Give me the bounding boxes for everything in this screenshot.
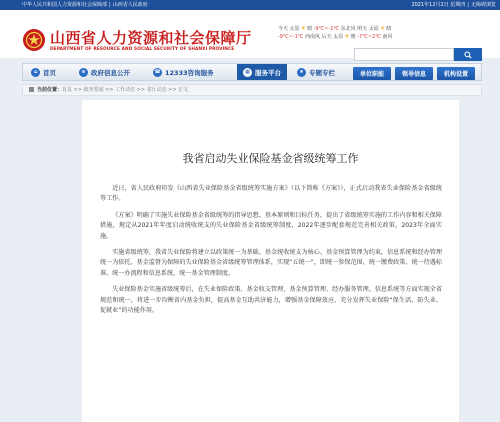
sun-icon: ☀ [300, 25, 307, 32]
article-paragraph: 实施省级统筹，我省失业保险将建立以政策统一为基础、基金统收统支为核心、基金预算管理为约束，信息系统和经办管理统一为依托，基金监督为保障的失业保险基金省级统筹管理体系，实现“五统一”，即统一参保范围、统一缴费政策、统一待遇标准、统一办流程和信息系统，统一基金管理制度。 [100, 249, 442, 277]
nav-service-label: 服务平台 [255, 68, 281, 77]
mohrss-link[interactable]: 中华人民共和国人力资源和社会保障部 [22, 2, 108, 8]
main-nav [22, 63, 482, 81]
organs-button[interactable]: 机构设置 [437, 67, 475, 80]
weather-tomorrow-label: 明天 [357, 26, 368, 32]
nav-service[interactable] [237, 64, 287, 80]
separator: | [467, 2, 469, 8]
nav-home[interactable] [31, 64, 56, 80]
weather-today-city: 太原 [289, 26, 300, 32]
nav-topics[interactable] [297, 64, 335, 80]
province-gov-link[interactable]: 山西省人民政府 [112, 2, 148, 8]
weather-tomorrow-condition: 晴 [386, 26, 392, 32]
site-title[interactable]: 山西省人力资源和社会保障厅 [50, 29, 252, 47]
article-paragraph: 失业保险基金实施省级统筹后，在失业保险政策、基金收支管理、基金预算管理、经办服务管理、信息系统等方面实现全省规范和统一，将进一步均衡省内基金负担，提高基金互助共济能力，增强基金保障效应，充分发挥失业保险“保生活、防失业、促就业”的功能作用。 [100, 286, 442, 315]
weather-today-temp: -9℃~-1℃ [313, 26, 340, 32]
article-paragraph: 近日，省人民政府印发《山西省失业保险基金省级统筹实施方案》（以下简称《方案》），正式启动我省失业保险基金省级统筹工作。 [100, 185, 442, 203]
phone-icon: ☎ [154, 69, 161, 75]
search-input[interactable] [354, 48, 454, 61]
weather-tomorrow-wind: 西南风 [304, 34, 320, 40]
weather-dayafter-city: 太原 [333, 34, 344, 40]
date-text: 2021年12月2日 星期四 [411, 2, 466, 8]
top-links [22, 0, 148, 10]
weather-today-condition: 晴 [307, 26, 313, 32]
breadcrumb-path[interactable]: 首页 >> 政务要闻 >> 工作动态 >> 省厅动态 >> 正文 [62, 87, 189, 93]
bookmark-icon: ★ [297, 68, 306, 77]
nav-gov-info-label: 政府信息公开 [91, 68, 130, 77]
grid-icon: ▦ [243, 68, 252, 77]
nav-hotline-label: 12333咨询服务 [165, 68, 214, 77]
site-header [0, 10, 500, 58]
home-icon: ⌂ [31, 68, 40, 77]
search-icon [464, 51, 472, 59]
weather-tomorrow-city: 太原 [368, 26, 379, 32]
weather-dayafter-condition: 晴 [350, 34, 356, 40]
sun-icon: ☀ [379, 25, 386, 32]
weather-tomorrow-temp: -9℃~-1℃ [278, 34, 304, 40]
separator: | [109, 2, 111, 8]
location-icon [29, 87, 34, 92]
sun-icon: ☀ [344, 33, 350, 40]
search-button[interactable] [454, 48, 482, 61]
site-subtitle: DEPARTMENT OF RESOURCE AND SOCIAL SECURITY OF SHANXI PROVINCE [50, 47, 235, 52]
weather-dayafter-temp: -7℃~2℃ [357, 34, 381, 40]
weather-today-label: 今天 [278, 26, 289, 32]
weather-today-wind: 东北风 [340, 26, 356, 32]
nav-hotline[interactable] [153, 64, 214, 80]
breadcrumb [22, 84, 482, 96]
units-button[interactable]: 单位职能 [353, 67, 391, 80]
leaders-button[interactable]: 领导信息 [395, 67, 433, 80]
article-paragraph: 《方案》明确了实施失业保险基金省级统筹的指导思想、基本原则和目标任务，提出了省级统筹实施的工作内容和相关保障措施，规定从2021年年度启动统收统支的失业保险基金省级统筹制度，2022年逐步配套规范完善相关政策，2023年全面实施。 [100, 211, 442, 240]
emblem-icon [22, 28, 46, 52]
article-title: 我省启动失业保险基金省级统筹工作 [182, 152, 359, 165]
top-right [411, 0, 496, 10]
article-panel [82, 100, 459, 422]
accessibility-link[interactable]: 无障碍浏览 [470, 2, 496, 8]
nav-home-label: 首页 [43, 68, 56, 77]
top-bar [0, 0, 500, 10]
weather-dayafter-wind: 南风 [382, 34, 393, 40]
document-icon: ≡ [79, 68, 88, 77]
article-body [100, 184, 442, 322]
breadcrumb-label: 当前位置： [37, 87, 63, 93]
weather-dayafter-label: 后天 [321, 34, 332, 40]
nav-topics-label: 专题专栏 [309, 68, 335, 77]
nav-gov-info[interactable] [79, 64, 130, 80]
weather-widget [278, 25, 474, 41]
